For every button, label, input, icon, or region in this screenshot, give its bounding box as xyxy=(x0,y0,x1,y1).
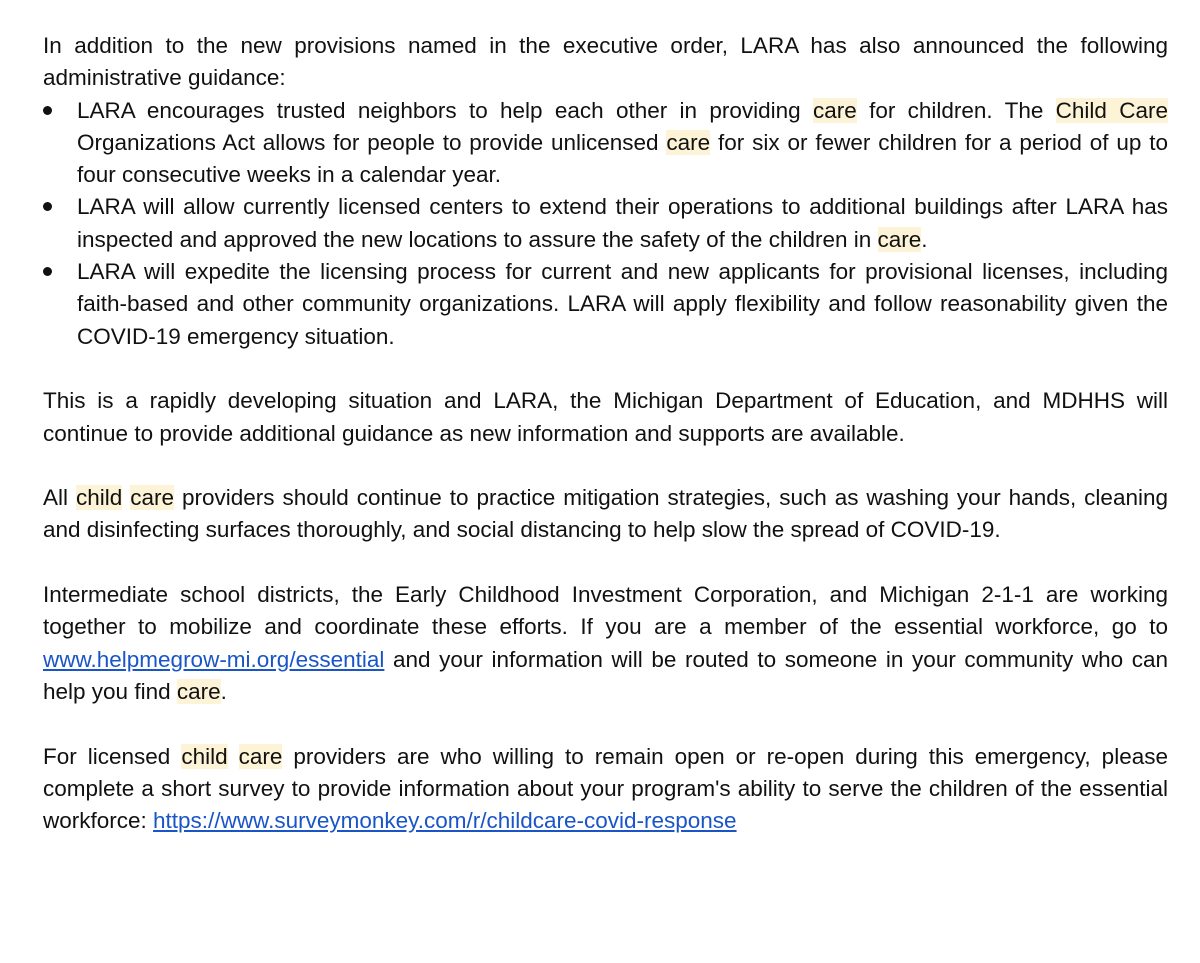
paragraph-text: providers are who willing to remain open or re-open during this emergency, please complete a short survey to provide information about your program's ability to serve the children of the essential workforce: xyxy=(43,743,1168,834)
paragraph-spacer xyxy=(43,450,1168,482)
paragraph-spacer xyxy=(43,547,1168,579)
intro-paragraph: In addition to the new provisions named in the executive order, LARA has also announced the following administrative guidance: xyxy=(43,33,1168,91)
isd-paragraph xyxy=(43,579,1168,708)
bullet-text: for children. The xyxy=(856,97,1056,123)
paragraph-text: and your information will be routed to someone in your community who can help you find xyxy=(43,646,1168,704)
search-highlight: care xyxy=(130,485,174,511)
bullet-dot-icon xyxy=(43,202,52,211)
search-highlight: Child Care xyxy=(1055,97,1169,123)
paragraph-text: providers should continue to practice mitigation strategies, such as washing your hands, cleaning and disinfecting surfaces thoroughly, and social distancing to help slow the spread of COVID-19. xyxy=(43,485,1168,543)
helpmegrow-link[interactable]: www.helpmegrow-mi.org/essential xyxy=(43,646,385,672)
list-item xyxy=(43,256,1168,353)
bullet-dot-icon xyxy=(43,106,52,115)
bullet-text: LARA encourages trusted neighbors to help each other in providing xyxy=(77,97,813,123)
list-item xyxy=(43,191,1168,256)
search-highlight: care xyxy=(176,678,221,704)
paragraph-text: . xyxy=(220,678,227,704)
bullet-text: Organizations Act allows for people to provide unlicensed xyxy=(77,129,667,155)
survey-link[interactable]: https://www.surveymonkey.com/r/childcare-covid-response xyxy=(153,808,737,834)
search-highlight: care xyxy=(812,97,857,123)
mitigation-paragraph xyxy=(43,482,1168,547)
bullet-text: . xyxy=(921,226,928,252)
guidance-list xyxy=(43,95,1168,353)
bullet-text: for six or fewer children for a period of up to four consecutive weeks in a calendar year. xyxy=(77,129,1168,188)
search-highlight: child xyxy=(181,743,228,769)
paragraph-text: All xyxy=(43,485,76,511)
search-highlight: care xyxy=(238,743,283,769)
bullet-dot-icon xyxy=(43,267,52,276)
document-body xyxy=(43,30,1168,837)
paragraph-spacer xyxy=(43,353,1168,385)
list-item xyxy=(43,95,1168,192)
bullet-text: LARA will expedite the licensing process for current and new applicants for provisional licenses, including faith-based and other community organizations. LARA will apply flexibility and follow reasonability given the COVID-19 emergency situation. xyxy=(77,259,1168,349)
search-highlight: care xyxy=(877,226,922,252)
bullet-text: LARA will allow currently licensed centers to extend their operations to additional buildings after LARA has inspected and approved the new locations to assure the safety of the children in xyxy=(77,194,1168,252)
search-highlight: care xyxy=(666,129,711,155)
paragraph-text: For licensed xyxy=(43,743,182,769)
paragraph-text: Intermediate school districts, the Early Childhood Investment Corporation, and Michigan 2-1-1 are working together to mobilize and coordinate these efforts. If you are a member of the essential workforce, go to xyxy=(43,582,1168,640)
survey-paragraph xyxy=(43,741,1168,838)
rapid-situation-paragraph: This is a rapidly developing situation and LARA, the Michigan Department of Education, and MDHHS will continue to provide additional guidance as new information and supports are available. xyxy=(43,388,1168,446)
search-highlight: child xyxy=(75,485,123,511)
paragraph-spacer xyxy=(43,708,1168,740)
